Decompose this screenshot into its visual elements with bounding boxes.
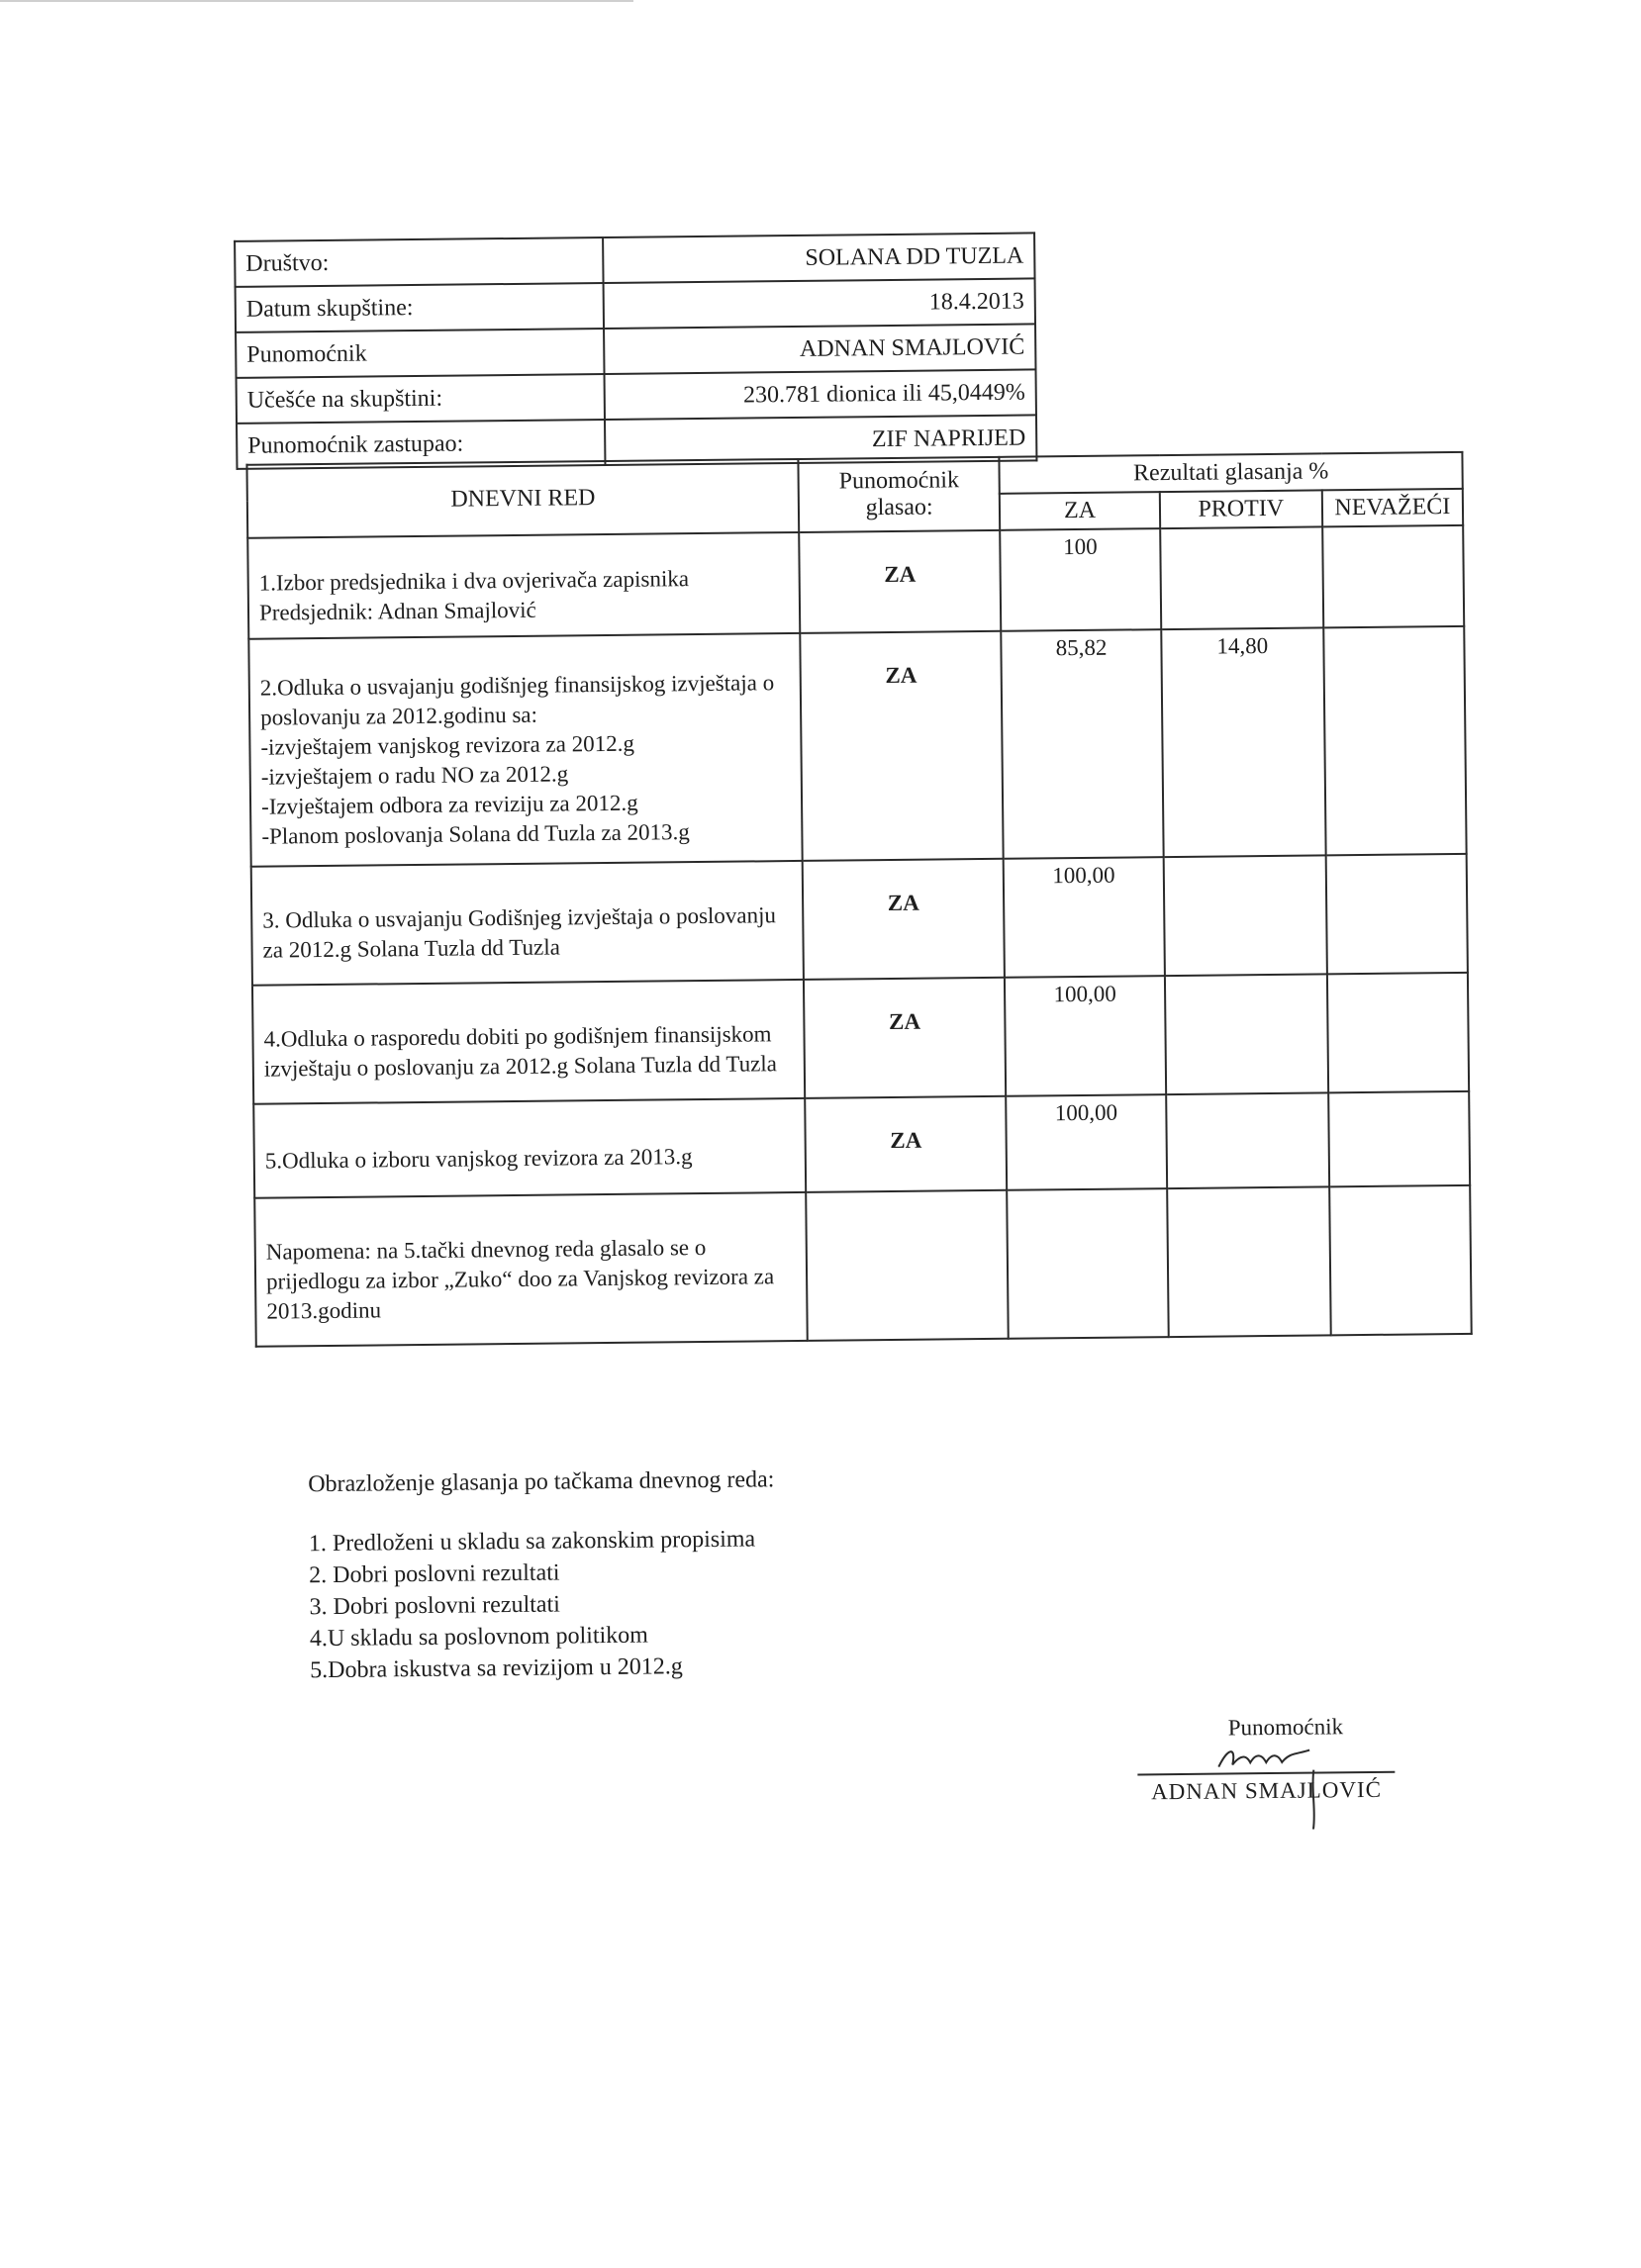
agenda-item-line: 2013.godinu xyxy=(266,1297,382,1324)
za-percent-cell: 100,00 xyxy=(1006,1094,1167,1190)
za-percent-cell: 100,00 xyxy=(1004,857,1165,978)
agenda-item-row xyxy=(247,525,1464,639)
agenda-item-line: -Izvještajem odbora za reviziju za 2012.g xyxy=(260,790,638,819)
protiv-percent-cell xyxy=(1166,1092,1329,1188)
meeting-info-table xyxy=(234,232,1037,469)
protiv-percent-cell xyxy=(1165,974,1328,1094)
explanation-item: 5.Dobra iskustva sa revizijom u 2012.g xyxy=(310,1654,683,1684)
protiv-percent-cell xyxy=(1160,526,1323,629)
agenda-item-line: 3. Odluka o usvajanju Godišnjeg izvještaja o poslovanju xyxy=(262,902,777,933)
nevazeci-percent-cell xyxy=(1329,1185,1472,1335)
agenda-column-header: DNEVNI RED xyxy=(246,459,799,538)
agenda-item-row xyxy=(252,973,1469,1104)
za-percent-cell xyxy=(1007,1188,1168,1339)
agenda-item-line: Predsjednik: Adnan Smajlović xyxy=(258,597,536,625)
agenda-item-line: 2.Odluka o usvajanju godišnjeg finansijskog izvještaja o xyxy=(259,670,775,701)
voting-explanation xyxy=(308,1464,776,1686)
agenda-items xyxy=(247,525,1471,1347)
za-percent-cell: 100,00 xyxy=(1005,976,1166,1096)
explanation-title: Obrazloženje glasanja po tačkama dnevnog reda: xyxy=(308,1466,775,1498)
signature-name: ADNAN SMAJLOVIĆ xyxy=(1137,1771,1395,1806)
explanation-item: 4.U skladu sa poslovnom politikom xyxy=(309,1622,649,1653)
za-percent-cell: 100 xyxy=(1000,528,1161,631)
proxy-voted-column-header: Punomoćnik glasao: xyxy=(799,457,1001,532)
explanation-item: 2. Dobri poslovni rezultati xyxy=(309,1559,560,1589)
results-column-header: Rezultati glasanja % xyxy=(1000,452,1463,494)
agenda-item-line: izvještaju o poslovanju za 2012.g Solana Tuzla dd Tuzla xyxy=(263,1051,778,1082)
share-label: Učešće na skupštini: xyxy=(237,374,605,424)
explanation-item: 1. Predloženi u skladu sa zakonskim propisima xyxy=(308,1526,756,1558)
agenda-item-text xyxy=(248,633,803,867)
agenda-item-line: -izvještajem vanjskog revizora za 2012.g xyxy=(260,730,635,760)
signature-stroke xyxy=(1307,1770,1320,1830)
nevazeci-percent-cell xyxy=(1328,1091,1470,1186)
agenda-item-row xyxy=(254,1185,1472,1347)
nevazeci-column-header: NEVAŽEĆI xyxy=(1322,489,1464,526)
agenda-item-line: poslovanju za 2012.godinu sa: xyxy=(260,702,538,730)
agenda-item-text xyxy=(252,980,805,1104)
agenda-item-line: 1.Izbor predsjednika i dva ovjerivača zapisnika xyxy=(258,566,690,596)
za-column-header: ZA xyxy=(1000,492,1160,530)
agenda-item-text xyxy=(247,532,800,639)
agenda-item-line: 5.Odluka o izboru vanjskog revizora za 2013.g xyxy=(264,1143,693,1174)
agenda-item-text xyxy=(251,861,804,986)
proxy-vote-cell: ZA xyxy=(800,631,1004,861)
nevazeci-percent-cell xyxy=(1325,854,1467,974)
scan-edge-line xyxy=(0,0,633,2)
agenda-voting-table xyxy=(245,451,1472,1348)
represents-value: ZIF NAPRIJED xyxy=(605,415,1036,465)
protiv-percent-cell: 14,80 xyxy=(1161,627,1325,857)
nevazeci-percent-cell xyxy=(1327,973,1469,1092)
proxy-vote-cell: ZA xyxy=(799,530,1001,633)
za-percent-cell: 85,82 xyxy=(1001,629,1163,859)
agenda-item-text xyxy=(254,1192,808,1347)
protiv-percent-cell xyxy=(1167,1186,1330,1337)
proxy-vote-cell: ZA xyxy=(805,1096,1007,1192)
nevazeci-percent-cell xyxy=(1322,525,1464,627)
company-value: SOLANA DD TUZLA xyxy=(603,233,1034,283)
signature-block xyxy=(1137,1714,1396,1806)
share-value: 230.781 dionica ili 45,0449% xyxy=(605,369,1036,420)
agenda-item-line: Napomena: na 5.tački dnevnog reda glasalo se o xyxy=(265,1234,707,1265)
date-value: 18.4.2013 xyxy=(604,278,1035,329)
proxy-label: Punomoćnik xyxy=(236,329,604,378)
represents-label: Punomoćnik zastupao: xyxy=(237,420,605,469)
agenda-item-line: 4.Odluka o rasporedu dobiti po godišnjem finansijskom xyxy=(263,1021,772,1052)
agenda-item-row xyxy=(251,854,1468,986)
agenda-item-line: -izvještajem o radu NO za 2012.g xyxy=(260,761,569,790)
proxy-vote-cell: ZA xyxy=(804,978,1006,1098)
proxy-value: ADNAN SMAJLOVIĆ xyxy=(604,324,1035,374)
agenda-item-line: za 2012.g Solana Tuzla dd Tuzla xyxy=(262,934,560,963)
company-label: Društvo: xyxy=(235,237,603,287)
nevazeci-percent-cell xyxy=(1323,626,1467,855)
signature-role: Punomoćnik xyxy=(1227,1714,1344,1741)
agenda-item-row xyxy=(253,1091,1470,1198)
agenda-item-text xyxy=(253,1098,806,1198)
explanation-item: 3. Dobri poslovni rezultati xyxy=(309,1591,560,1621)
proxy-vote-cell xyxy=(806,1190,1009,1341)
agenda-item-row xyxy=(248,626,1466,867)
date-label: Datum skupštine: xyxy=(236,283,604,332)
agenda-item-line: -Planom poslovanja Solana dd Tuzla za 2013.g xyxy=(261,819,690,849)
protiv-column-header: PROTIV xyxy=(1160,490,1322,528)
agenda-item-line: prijedlogu za izbor „Zuko“ doo za Vanjskog revizora za xyxy=(265,1264,775,1294)
handwritten-signature xyxy=(1207,1742,1325,1772)
proxy-vote-cell: ZA xyxy=(803,859,1005,980)
protiv-percent-cell xyxy=(1164,855,1327,976)
